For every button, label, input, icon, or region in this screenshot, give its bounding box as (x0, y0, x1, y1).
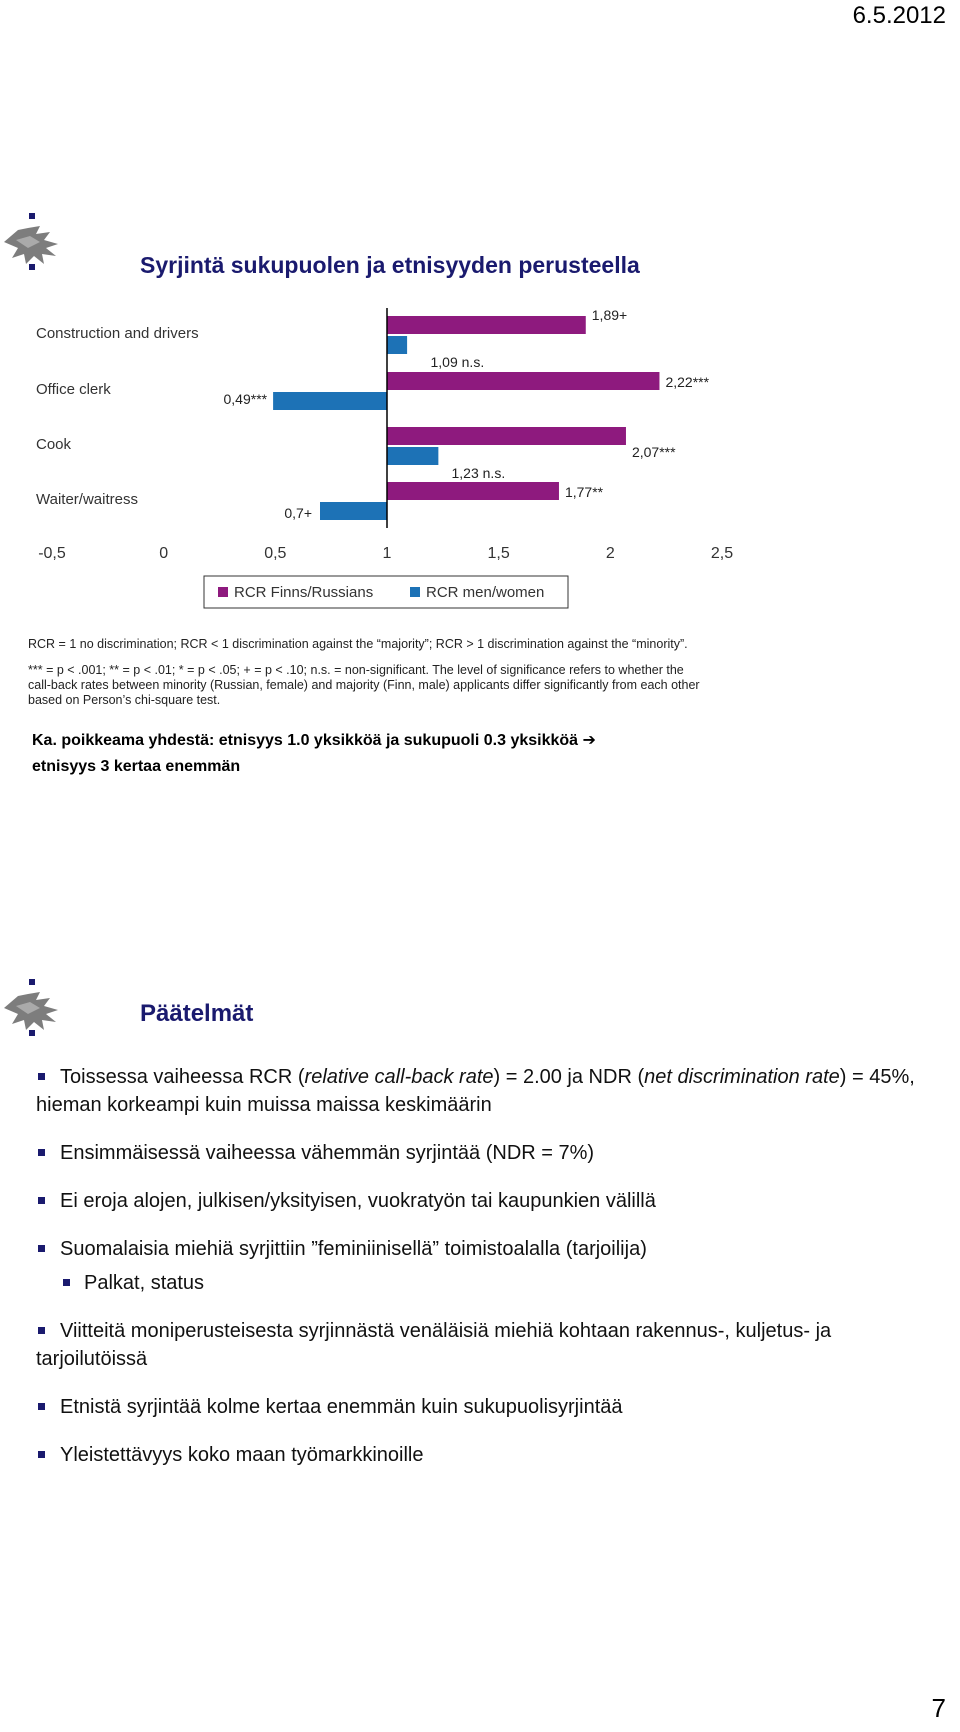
header-date: 6.5.2012 (852, 2, 946, 29)
bar-men-women (387, 447, 438, 465)
bar-finns-russians (387, 482, 559, 500)
bullet-first-phase: Ensimmäisessä vaiheessa vähemmän syrjintää (NDR = 7%) (36, 1139, 916, 1167)
x-tick-label: 2,5 (710, 545, 734, 562)
university-logo (0, 212, 70, 284)
bar-finns-russians (387, 427, 626, 445)
bar-finns-russians (387, 372, 659, 390)
x-tick-label: 2 (605, 545, 615, 562)
bar-chart (0, 300, 960, 620)
x-tick-label: 1 (382, 545, 392, 562)
bar-men-women (320, 502, 387, 520)
bar-value-label: 2,22*** (665, 374, 710, 390)
page-number: 7 (931, 1693, 946, 1723)
bullet-multiple-discrimination: Viitteitä moniperusteisesta syrjinnästä venäläisiä miehiä kohtaan rakennus-, kuljetus- ja tarjoilutöissä (36, 1317, 916, 1373)
chart-footnote-3: call-back rates between minority (Russian, female) and majority (Finn, male) applicants differ significantly from each other (28, 678, 700, 692)
slide-title: Syrjintä sukupuolen ja etnisyyden perusteella (140, 252, 640, 278)
chart-footnote-4: based on Person’s chi-square test. (28, 693, 221, 707)
bullet-finnish-men: Suomalaisia miehiä syrjittiin ”feminiinisellä” toimistoalalla (tarjoilija) (36, 1235, 916, 1263)
bullet-rcr: Toissessa vaiheessa RCR (relative call-back rate) = 2.00 ja NDR (net discrimination rate) = 45%, hieman korkeampi kuin muissa maissa keskimäärin (36, 1063, 916, 1119)
university-logo-2 (0, 978, 70, 1050)
bullet-generalizability: Yleistettävyys koko maan työmarkkinoille (36, 1441, 916, 1469)
slide2-title: Päätelmät (140, 1000, 254, 1027)
bullet-no-differences: Ei eroja alojen, julkisen/yksityisen, vuokratyön tai kaupunkien välillä (36, 1187, 916, 1215)
caption-line-1: Ka. poikkeama yhdestä: etnisyys 1.0 yksikköä ja sukupuoli 0.3 yksikköä ➔ (32, 732, 596, 749)
legend-swatch (218, 587, 228, 597)
x-tick-label: -0,5 (38, 545, 66, 562)
caption-line-2: etnisyys 3 kertaa enemmän (32, 758, 241, 775)
legend-swatch (410, 587, 420, 597)
chart-footnote-2: *** = p < .001; ** = p < .01; * = p < .05; + = p < .10; n.s. = non-significant. The level of significance refers to whether the (28, 663, 684, 677)
legend-label: RCR men/women (426, 584, 545, 601)
bar-men-women (387, 336, 407, 354)
bar-value-label: 2,07*** (631, 444, 676, 460)
category-label: Construction and drivers (36, 325, 199, 342)
bar-value-label: 0,49*** (223, 391, 268, 407)
sub-bullet-wages: Palkat, status (36, 1269, 916, 1297)
bar-value-label: 1,23 n.s. (451, 465, 506, 481)
x-tick-label: 0,5 (264, 545, 287, 562)
slide-caption (32, 728, 596, 780)
category-label: Cook (36, 436, 72, 453)
x-tick-label: 0 (159, 545, 169, 562)
bar-value-label: 1,89+ (591, 307, 628, 323)
legend-label: RCR Finns/Russians (234, 584, 374, 601)
bar-value-label: 1,77** (564, 484, 604, 500)
bar-finns-russians (387, 316, 586, 334)
bar-men-women (273, 392, 387, 410)
bullet-ethnic-three-times: Etnistä syrjintää kolme kertaa enemmän kuin sukupuolisyrjintää (36, 1393, 916, 1421)
category-label: Office clerk (36, 381, 111, 398)
bar-value-label: 0,7+ (284, 505, 312, 521)
bar-value-label: 1,09 n.s. (430, 354, 485, 370)
x-tick-label: 1,5 (487, 545, 510, 562)
category-label: Waiter/waitress (36, 491, 138, 508)
conclusions-list (36, 1063, 916, 1489)
chart-footnote-1: RCR = 1 no discrimination; RCR < 1 discrimination against the “majority”; RCR > 1 discrimination against the “minority”. (28, 637, 688, 651)
